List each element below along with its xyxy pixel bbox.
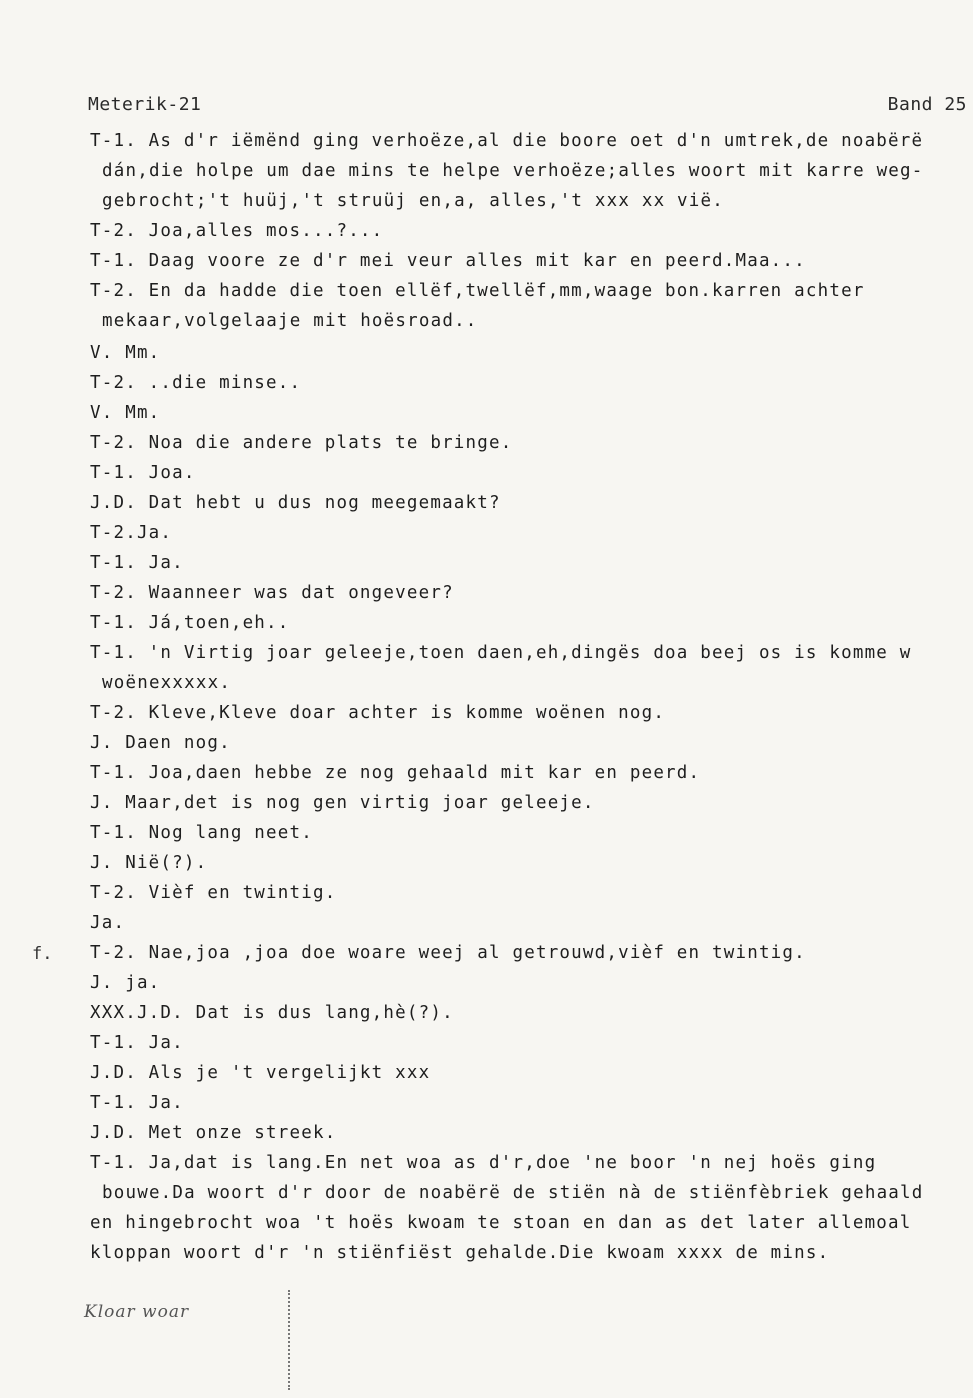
transcript-line: T-1. As d'r iëmënd ging verhoëze,al die boore oet d'n umtrek,de noabërë — [90, 131, 924, 151]
transcript-line: Ja. — [90, 913, 126, 933]
transcript-line: T-2. Noa die andere plats te bringe. — [90, 433, 513, 453]
transcript-line: T-2.Ja. — [90, 523, 173, 543]
transcript-line: T-2. Joa,alles mos...?... — [90, 221, 384, 241]
transcript-line: T-1. Nog lang neet. — [90, 823, 313, 843]
transcript-line: T-2. Vièf en twintig. — [90, 883, 337, 903]
transcript-line: V. Mm. — [90, 403, 161, 423]
transcript-line: T-1. Ja,dat is lang.En net woa as d'r,doe 'ne boor 'n nej hoës ging — [90, 1153, 877, 1173]
transcript-line: T-1. Joa. — [90, 463, 196, 483]
transcript-line: T-1. 'n Virtig joar geleeje,toen daen,eh,dingës doa beej os is komme w — [90, 643, 912, 663]
transcript-line: mekaar,volgelaaje mit hoësroad.. — [102, 311, 478, 331]
transcript-line: J. Maar,det is nog gen virtig joar geleeje. — [90, 793, 595, 813]
handwritten-note: Kloar woar — [84, 1302, 190, 1322]
transcript-line: T-2. ..die minse.. — [90, 373, 302, 393]
transcript-line: T-1. Ja. — [90, 1093, 184, 1113]
transcript-line: T-1. Ja. — [90, 553, 184, 573]
paper-fold-mark — [288, 1290, 296, 1390]
transcript-line: J.D. Met onze streek. — [90, 1123, 337, 1143]
transcript-line: T-2. Waanneer was dat ongeveer? — [90, 583, 454, 603]
transcript-line: en hingebrocht woa 't hoës kwoam te stoan en dan as det later allemoal — [90, 1213, 912, 1233]
transcript-line: T-1. Joa,daen hebbe ze nog gehaald mit kar en peerd. — [90, 763, 701, 783]
transcript-line: V. Mm. — [90, 343, 161, 363]
transcript-line: T-1. Ja. — [90, 1033, 184, 1053]
transcript-line: XXX.J.D. Dat is dus lang,hè(?). — [90, 1003, 454, 1023]
transcript-line: J. Daen nog. — [90, 733, 231, 753]
transcript-line: T-1. Já,toen,eh.. — [90, 613, 290, 633]
transcript-line: T-2. Kleve,Kleve doar achter is komme woënen nog. — [90, 703, 666, 723]
transcript-line: bouwe.Da woort d'r door de noabërë de stiën nà de stiënfèbriek gehaald — [102, 1183, 924, 1203]
transcript-line: T-1. Daag voore ze d'r mei veur alles mit kar en peerd.Maa... — [90, 251, 806, 271]
transcript-line: T-2. Nae,joa ,joa doe woare weej al getrouwd,vièf en twintig. — [90, 943, 806, 963]
transcript-line: J. ja. — [90, 973, 161, 993]
transcript-line: woënexxxxx. — [102, 673, 232, 693]
transcript-line: T-2. En da hadde die toen ellëf,twellëf,mm,waage bon.karren achter — [90, 281, 865, 301]
margin-mark: f. — [32, 944, 53, 964]
transcript-line: J. Nië(?). — [90, 853, 208, 873]
transcript-line: J.D. Dat hebt u dus nog meegemaakt? — [90, 493, 501, 513]
tape-number: Band 25 — [887, 94, 967, 115]
document-id: Meterik-21 — [88, 94, 202, 115]
transcript-line: gebrocht;'t huüj,'t struüj en,a, alles,'t xxx xx vië. — [102, 191, 725, 211]
transcript-line: dán,die holpe um dae mins te helpe verhoëze;alles woort mit karre weg- — [102, 161, 924, 181]
transcript-line: J.D. Als je 't vergelijkt xxx — [90, 1063, 431, 1083]
transcript-line: kloppan woort d'r 'n stiënfiëst gehalde.Die kwoam xxxx de mins. — [90, 1243, 830, 1263]
